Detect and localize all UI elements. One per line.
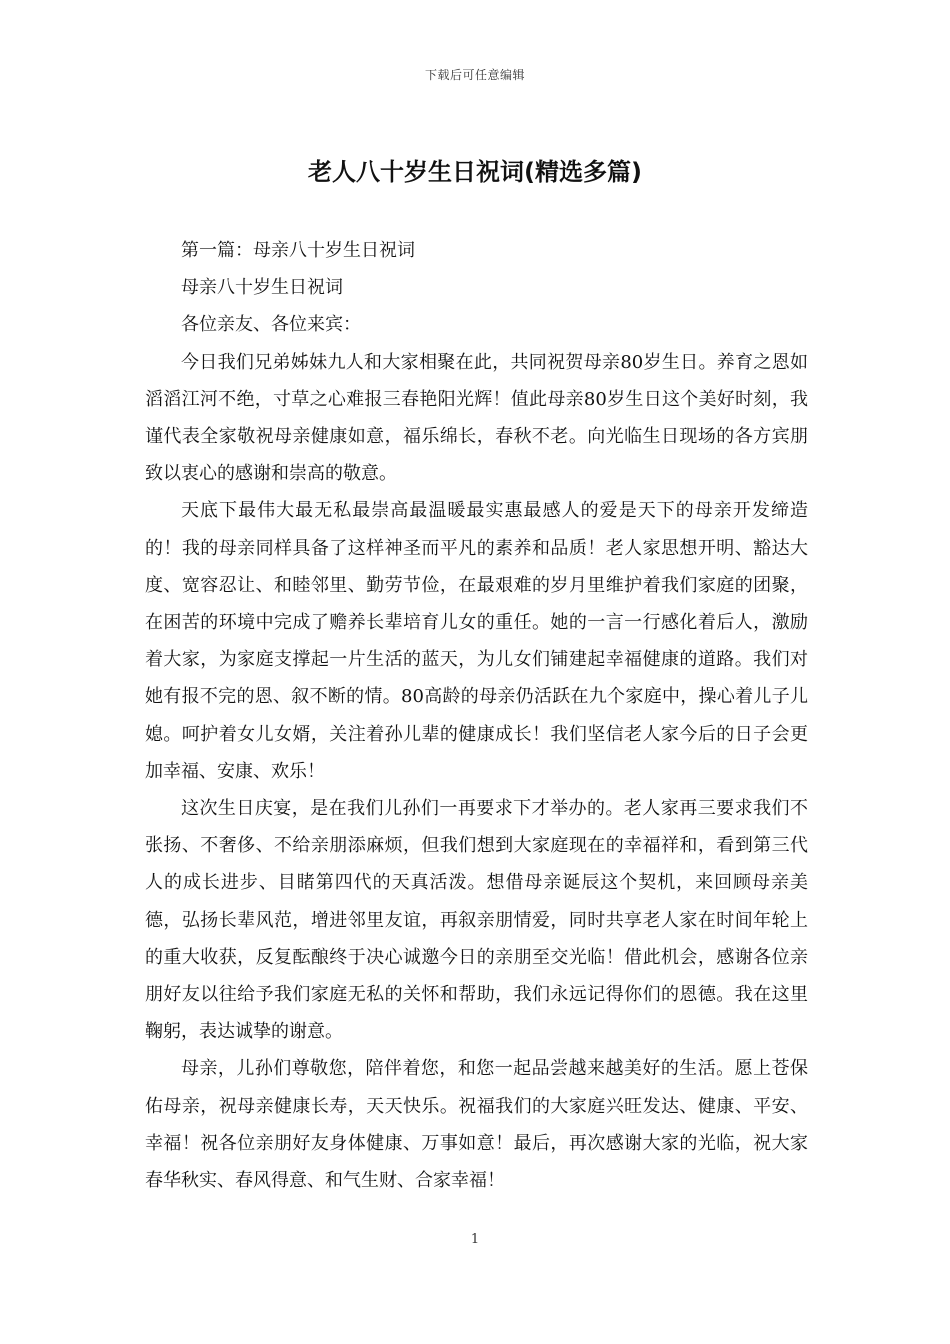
page-number: 1	[470, 1232, 480, 1247]
greeting: 各位亲友、各位来宾：	[181, 314, 361, 336]
document-title: 老人八十岁生日祝词(精选多篇)	[308, 158, 642, 186]
section-heading: 第一篇：母亲八十岁生日祝词	[181, 240, 415, 261]
header-note: 下载后可任意编辑	[424, 68, 525, 82]
paragraph: 这次生日庆宴，是在我们儿孙们一再要求下才举办的。老人家再三要求我们不张扬、不奢侈、不给亲朋添麻烦，但我们想到大家庭现在的幸福祥和，看到第三代人的成长进步、目睹第四代的天真活泼。想借母亲诞辰这个契机，来回顾母亲美德，弘扬长辈风范，增进邻里友谊，再叙亲朋情爱，同时共享老人家在时间年轮上的重大收获，反复酝酿终于决心诚邀今日的亲朋至交光临！借此机会，感谢各位亲朋好友以往给予我们家庭无私的关怀和帮助，我们永远记得你们的恩德。我在这里鞠躬，表达诚挚的谢意。	[145, 798, 808, 1043]
document-body	[145, 232, 808, 1199]
paragraph: 今日我们兄弟姊妹九人和大家相聚在此，共同祝贺母亲80岁生日。养育之恩如滔滔江河不绝，寸草之心难报三春艳阳光辉！值此母亲80岁生日这个美好时刻，我谨代表全家敬祝母亲健康如意，福乐绵长，春秋不老。向光临生日现场的各方宾朋致以衷心的感谢和崇高的敬意。	[145, 351, 808, 485]
paragraph: 天底下最伟大最无私最崇高最温暖最实惠最感人的爱是天下的母亲开发缔造的！我的母亲同样具备了这样神圣而平凡的素养和品质！老人家思想开明、豁达大度、宽容忍让、和睦邻里、勤劳节俭，在最艰难的岁月里维护着我们家庭的团聚，在困苦的环境中完成了赡养长辈培育儿女的重任。她的一言一行感化着后人，激励着大家，为家庭支撑起一片生活的蓝天，为儿女们铺建起幸福健康的道路。我们对她有报不完的恩、叙不断的情。80高龄的母亲仍活跃在九个家庭中，操心着儿子儿媳。呵护着女儿女婿，关注着孙儿辈的健康成长！我们坚信老人家今后的日子会更加幸福、安康、欢乐！	[145, 500, 808, 782]
subtitle: 母亲八十岁生日祝词	[181, 277, 343, 299]
paragraph: 母亲，儿孙们尊敬您，陪伴着您，和您一起品尝越来越美好的生活。愿上苍保佑母亲，祝母亲健康长寿，天天快乐。祝福我们的大家庭兴旺发达、健康、平安、幸福！祝各位亲朋好友身体健康、万事如意！最后，再次感谢大家的光临，祝大家春华秋实、春风得意、和气生财、合家幸福！	[145, 1058, 808, 1192]
